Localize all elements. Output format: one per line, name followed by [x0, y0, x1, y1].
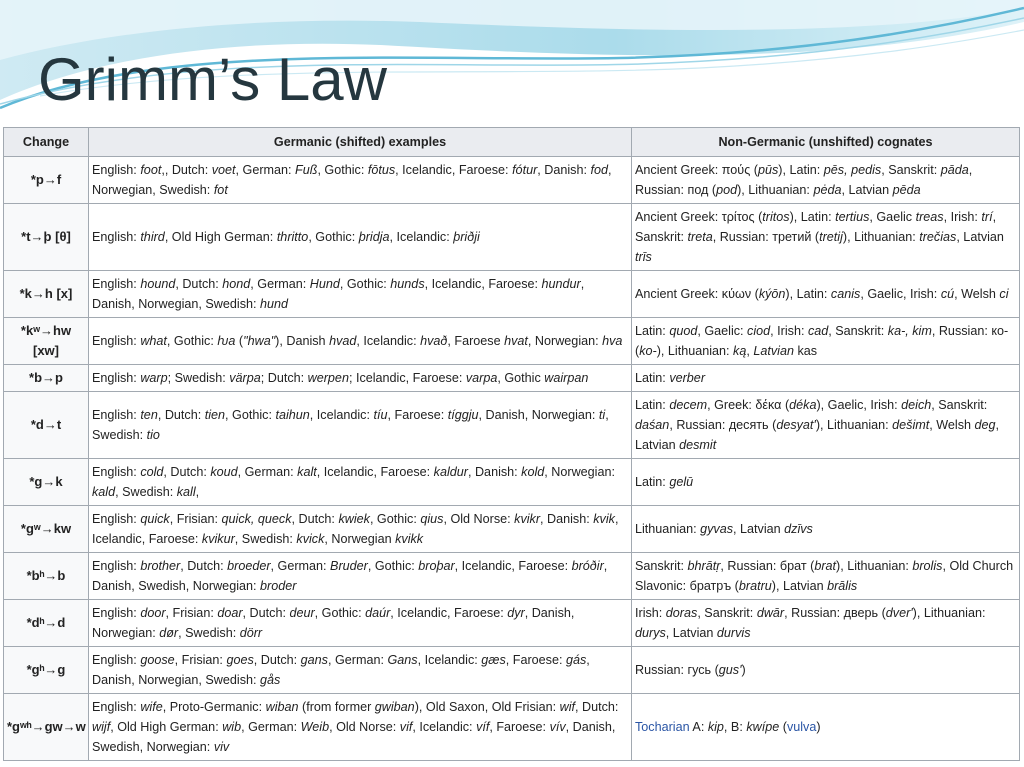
table-row	[4, 271, 1020, 318]
cognates-cell: Russian: гусь (gus')	[632, 647, 1020, 694]
table-row	[4, 459, 1020, 506]
germanic-examples-cell: English: third, Old High German: thritto, Gothic: þridja, Icelandic: þriðji	[89, 204, 632, 271]
germanic-examples-cell: English: foot,, Dutch: voet, German: Fuß, Gothic: fōtus, Icelandic, Faroese: fótur, Danish: fod, Norwegian, Swedish: fot	[89, 157, 632, 204]
cognates-cell: Ancient Greek: τρίτος (tritos), Latin: tertius, Gaelic treas, Irish: trí, Sanskrit: treta, Russian: третий (tretij), Lithuanian: trečias, Latvian trīs	[632, 204, 1020, 271]
table-row	[4, 694, 1020, 761]
table-header-row	[4, 128, 1020, 157]
germanic-examples-cell: English: goose, Frisian: goes, Dutch: gans, German: Gans, Icelandic: gæs, Faroese: gás, Danish, Norwegian, Swedish: gås	[89, 647, 632, 694]
change-cell: *gʷʰ→gw→w	[4, 694, 89, 761]
table-row	[4, 157, 1020, 204]
germanic-examples-cell: English: quick, Frisian: quick, queck, Dutch: kwiek, Gothic: qius, Old Norse: kvikr, Danish: kvik, Icelandic, Faroese: kvikur, Swedish: kvick, Norwegian kvikk	[89, 506, 632, 553]
table-row	[4, 553, 1020, 600]
change-cell: *b→p	[4, 365, 89, 392]
grimms-law-table	[3, 127, 1020, 761]
table-row	[4, 318, 1020, 365]
header-change: Change	[4, 128, 89, 157]
header-cognates: Non-Germanic (unshifted) cognates	[632, 128, 1020, 157]
table-row	[4, 647, 1020, 694]
cognates-cell: Irish: doras, Sanskrit: dwār, Russian: дверь (dver'), Lithuanian: durys, Latvian durvis	[632, 600, 1020, 647]
change-cell: *p→f	[4, 157, 89, 204]
cognates-cell: Latin: verber	[632, 365, 1020, 392]
germanic-examples-cell: English: door, Frisian: doar, Dutch: deur, Gothic: daúr, Icelandic, Faroese: dyr, Danish, Norwegian: dør, Swedish: dörr	[89, 600, 632, 647]
germanic-examples-cell: English: hound, Dutch: hond, German: Hund, Gothic: hunds, Icelandic, Faroese: hundur, Danish, Norwegian, Swedish: hund	[89, 271, 632, 318]
cognates-cell: Ancient Greek: κύων (kýōn), Latin: canis, Gaelic, Irish: cú, Welsh ci	[632, 271, 1020, 318]
germanic-examples-cell: English: wife, Proto-Germanic: wiban (from former gwiban), Old Saxon, Old Frisian: wif, Dutch: wijf, Old High German: wib, German: Weib, Old Norse: vif, Icelandic: víf, Faroese: vív, Danish, Swedish, Norwegian: viv	[89, 694, 632, 761]
germanic-examples-cell: English: warp; Swedish: värpa; Dutch: werpen; Icelandic, Faroese: varpa, Gothic wairpan	[89, 365, 632, 392]
change-cell: *d→t	[4, 392, 89, 459]
cognates-cell: Latin: decem, Greek: δέκα (déka), Gaelic, Irish: deich, Sanskrit: daśan, Russian: десять (desyat'), Lithuanian: dešimt, Welsh deg, Latvian desmit	[632, 392, 1020, 459]
table-row	[4, 365, 1020, 392]
germanic-examples-cell: English: ten, Dutch: tien, Gothic: taihun, Icelandic: tíu, Faroese: tíggju, Danish, Norwegian: ti, Swedish: tio	[89, 392, 632, 459]
cognates-cell: Ancient Greek: πούς (pūs), Latin: pēs, pedis, Sanskrit: pāda, Russian: под (pod), Lithuanian: pėda, Latvian pēda	[632, 157, 1020, 204]
change-cell: *gʰ→g	[4, 647, 89, 694]
cognates-cell: Lithuanian: gyvas, Latvian dzīvs	[632, 506, 1020, 553]
header-germanic: Germanic (shifted) examples	[89, 128, 632, 157]
change-cell: *bʰ→b	[4, 553, 89, 600]
change-cell: *gʷ→kw	[4, 506, 89, 553]
change-cell: *t→þ [θ]	[4, 204, 89, 271]
cognates-cell: Latin: quod, Gaelic: ciod, Irish: cad, Sanskrit: ka-, kim, Russian: ко- (ko-), Lithuanian: ką, Latvian kas	[632, 318, 1020, 365]
cognates-cell: Sanskrit: bhrātṛ, Russian: брат (brat), Lithuanian: brolis, Old Church Slavonic: братръ (bratru), Latvian brālis	[632, 553, 1020, 600]
table-row	[4, 392, 1020, 459]
table-row	[4, 204, 1020, 271]
germanic-examples-cell: English: cold, Dutch: koud, German: kalt, Icelandic, Faroese: kaldur, Danish: kold, Norwegian: kald, Swedish: kall,	[89, 459, 632, 506]
change-cell: *g→k	[4, 459, 89, 506]
cognates-cell: Tocharian A: kip, B: kwípe (vulva)	[632, 694, 1020, 761]
cognates-cell: Latin: gelū	[632, 459, 1020, 506]
germanic-examples-cell: English: brother, Dutch: broeder, German: Bruder, Gothic: broþar, Icelandic, Faroese: bróðir, Danish, Swedish, Norwegian: broder	[89, 553, 632, 600]
change-cell: *dʰ→d	[4, 600, 89, 647]
germanic-examples-cell: English: what, Gothic: ƕa ("hwa"), Danish hvad, Icelandic: hvað, Faroese hvat, Norwegian: hva	[89, 318, 632, 365]
page-title: Grimm’s Law	[38, 46, 387, 113]
table-row	[4, 506, 1020, 553]
table-row	[4, 600, 1020, 647]
change-cell: *kʷ→hw [xw]	[4, 318, 89, 365]
change-cell: *k→h [x]	[4, 271, 89, 318]
